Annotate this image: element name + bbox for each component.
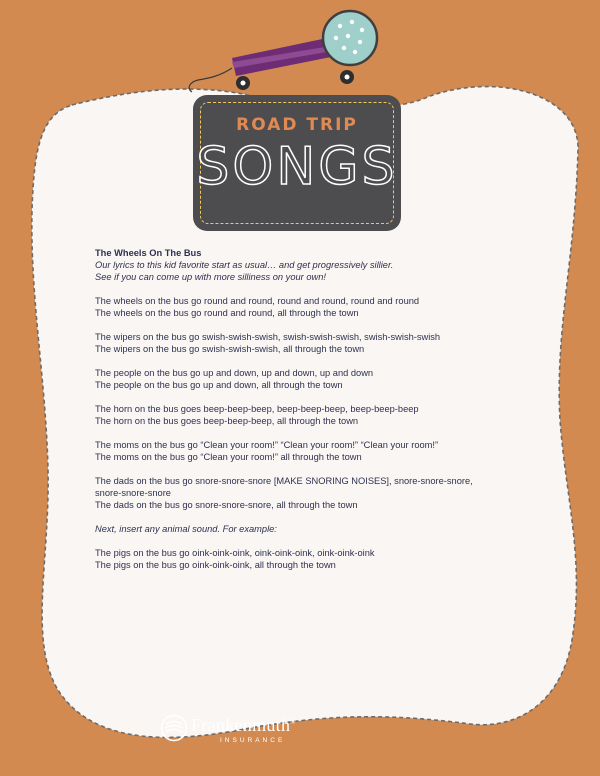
verses-before-interlude bbox=[95, 295, 515, 511]
intro-line: Our lyrics to this kid favorite start as usual… and get progressively sillier. bbox=[95, 260, 394, 270]
verse bbox=[95, 367, 515, 391]
verse-line: The wipers on the bus go swish-swish-swish, swish-swish-swish, swish-swish-swish bbox=[95, 332, 441, 342]
interlude-text: Next, insert any animal sound. For example: bbox=[95, 524, 277, 534]
verse bbox=[95, 295, 515, 319]
verse-line: The wheels on the bus go round and round, round and round, round and round bbox=[95, 296, 420, 306]
verse-line: The people on the bus go up and down, up and down, up and down bbox=[95, 368, 374, 378]
intro-line: See if you can come up with more silliness on your own! bbox=[95, 272, 326, 282]
verse-line: The horn on the bus goes beep-beep-beep, all through the town bbox=[95, 416, 359, 426]
frankenmuth-logo-icon bbox=[160, 714, 188, 742]
verse bbox=[95, 439, 515, 463]
verse-line: The wipers on the bus go swish-swish-swish, all through the town bbox=[95, 344, 365, 354]
verse-line: The dads on the bus go snore-snore-snore [MAKE SNORING NOISES], snore-snore-snore, bbox=[95, 476, 473, 486]
verse-line: The dads on the bus go snore-snore-snore, all through the town bbox=[95, 500, 358, 510]
sign-title: SONGS bbox=[196, 137, 398, 197]
verse-line: The moms on the bus go “Clean your room!” “Clean your room!” “Clean your room!” bbox=[95, 440, 439, 450]
verses-after-interlude bbox=[95, 547, 515, 571]
verse bbox=[95, 331, 515, 355]
frankenmuth-logo bbox=[160, 712, 320, 752]
verse bbox=[95, 403, 515, 427]
verse bbox=[95, 475, 515, 511]
sign-subtitle: ROAD TRIP bbox=[236, 115, 358, 135]
brand-name-text: Frankenmuth bbox=[191, 715, 291, 735]
brand-name bbox=[191, 715, 296, 736]
verse-line: The horn on the bus goes beep-beep-beep, beep-beep-beep, beep-beep-beep bbox=[95, 404, 419, 414]
verse-line: The wheels on the bus go round and round, all through the town bbox=[95, 308, 359, 318]
registered-mark: ® bbox=[290, 718, 296, 726]
title-sign bbox=[193, 95, 401, 231]
verse-line: The moms on the bus go “Clean your room!” all through the town bbox=[95, 452, 362, 462]
verse-line: The people on the bus go up and down, all through the town bbox=[95, 380, 343, 390]
brand-tagline: INSURANCE bbox=[220, 737, 286, 744]
verse-line: The pigs on the bus go oink-oink-oink, all through the town bbox=[95, 560, 336, 570]
verse-line: snore-snore-snore bbox=[95, 488, 171, 498]
verse bbox=[95, 547, 515, 571]
song-title: The Wheels On The Bus bbox=[95, 248, 202, 258]
song-intro bbox=[95, 247, 515, 283]
lyrics-section bbox=[95, 247, 515, 583]
verse-line: The pigs on the bus go oink-oink-oink, oink-oink-oink, oink-oink-oink bbox=[95, 548, 375, 558]
